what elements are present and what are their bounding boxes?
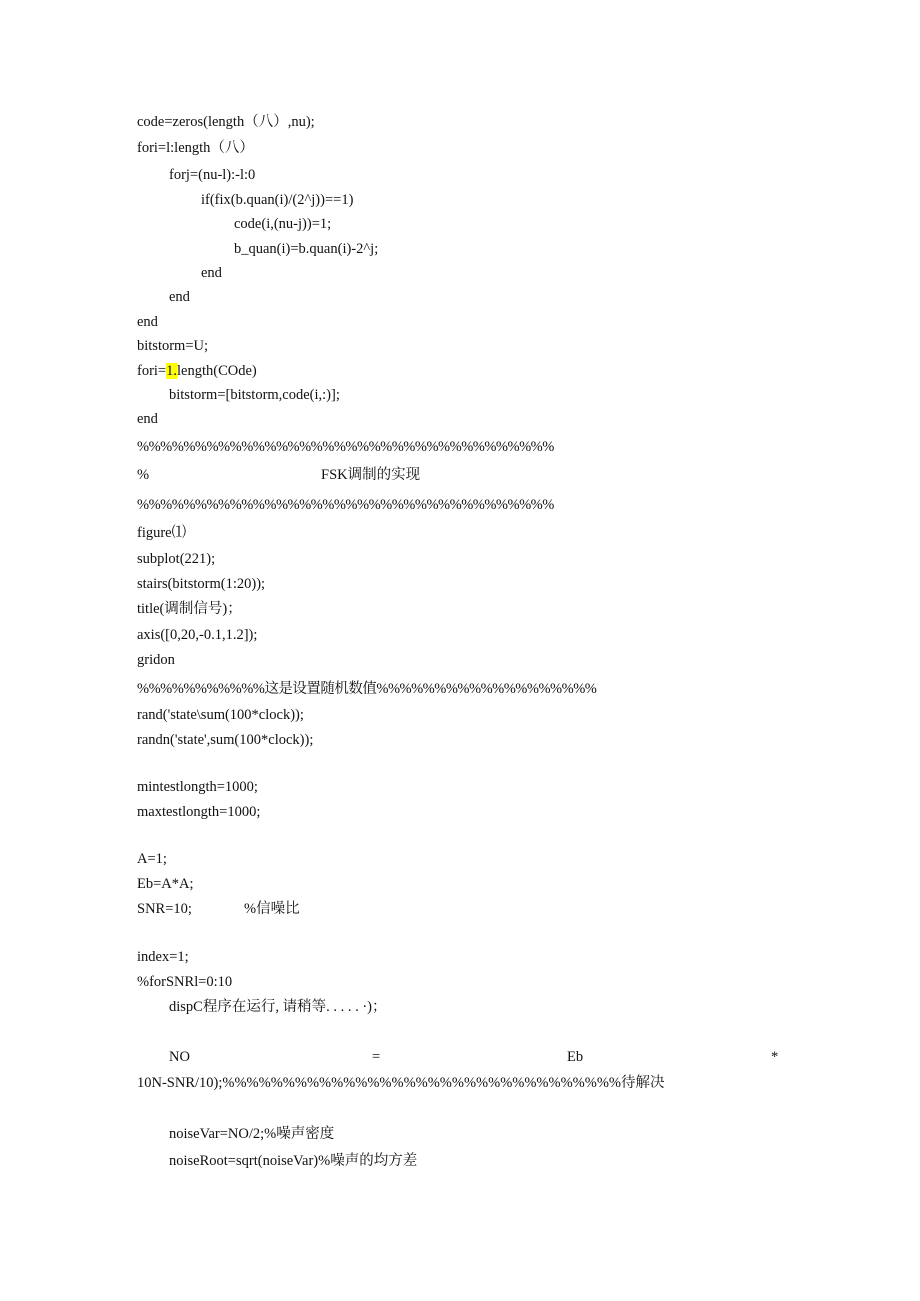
comment-separator: %%%%%%%%%%%%%%%%%%%%%%%%%%%%%%%%%%%%	[137, 439, 554, 455]
code-line: forj=(nu-l):-l:0	[169, 167, 256, 183]
code-line: A=1;	[137, 851, 167, 867]
code-token: Eb	[567, 1049, 584, 1065]
code-line	[137, 362, 257, 380]
code-line: SNR=10;	[137, 901, 192, 917]
code-line: subplot(221);	[137, 551, 216, 567]
code-line: randn('state',sum(100*clock));	[137, 732, 314, 748]
code-line: b_quan(i)=b.quan(i)-2^j;	[234, 241, 379, 257]
code-line: title(调制信号)；	[137, 601, 242, 617]
inline-comment: %信噪比	[244, 901, 300, 917]
code-fragment: fori=	[137, 363, 167, 379]
code-line: Eb=A*A;	[137, 876, 194, 892]
code-line: figure⑴	[137, 525, 187, 541]
section-comment-marker: %	[137, 467, 150, 483]
code-line: end	[137, 411, 158, 427]
highlighted-text: 1.	[166, 363, 177, 379]
code-line: noiseRoot=sqrt(noiseVar)%噪声的均方差	[169, 1153, 418, 1169]
code-line: bitstorm=U;	[137, 338, 209, 354]
comment-separator: %%%%%%%%%%%%%%%%%%%%%%%%%%%%%%%%%%%%	[137, 497, 554, 513]
code-line: code=zeros(length（八）,nu);	[137, 114, 315, 130]
code-token: *	[771, 1049, 779, 1065]
code-line: maxtestlongth=1000;	[137, 804, 261, 820]
comment-line: %%%%%%%%%%%这是设置随机数值%%%%%%%%%%%%%%%%%%%	[137, 681, 597, 697]
code-line: end	[201, 265, 222, 281]
code-line: mintestlongth=1000;	[137, 779, 258, 795]
code-line: fori=l:length（八）	[137, 140, 254, 156]
code-line: gridon	[137, 652, 175, 668]
comment-line: %forSNRl=0:10	[137, 974, 233, 990]
code-token: =	[372, 1049, 381, 1065]
code-line: dispC程序在运行, 请稍等. . . . . ·)；	[169, 999, 387, 1015]
code-line: rand('state\sum(100*clock));	[137, 707, 304, 723]
code-line: if(fix(b.quan(i)/(2^j))==1)	[201, 192, 354, 208]
code-line: end	[137, 314, 158, 330]
code-line: stairs(bitstorm(1:20));	[137, 576, 266, 592]
code-line: 10N-SNR/10);%%%%%%%%%%%%%%%%%%%%%%%%%%%%%%%%%待解决	[137, 1075, 665, 1091]
code-line: axis([0,20,-0.1,1.2]);	[137, 627, 258, 643]
code-token: NO	[169, 1049, 190, 1065]
code-line: bitstorm=[bitstorm,code(i,:)];	[169, 387, 340, 403]
code-line: index=1;	[137, 949, 189, 965]
section-heading: FSK调制的实现	[321, 467, 421, 483]
code-line: end	[169, 289, 190, 305]
code-fragment: length(COde)	[177, 363, 257, 379]
code-line: code(i,(nu-j))=1;	[234, 216, 332, 232]
code-line: noiseVar=NO/2;%噪声密度	[169, 1126, 335, 1142]
